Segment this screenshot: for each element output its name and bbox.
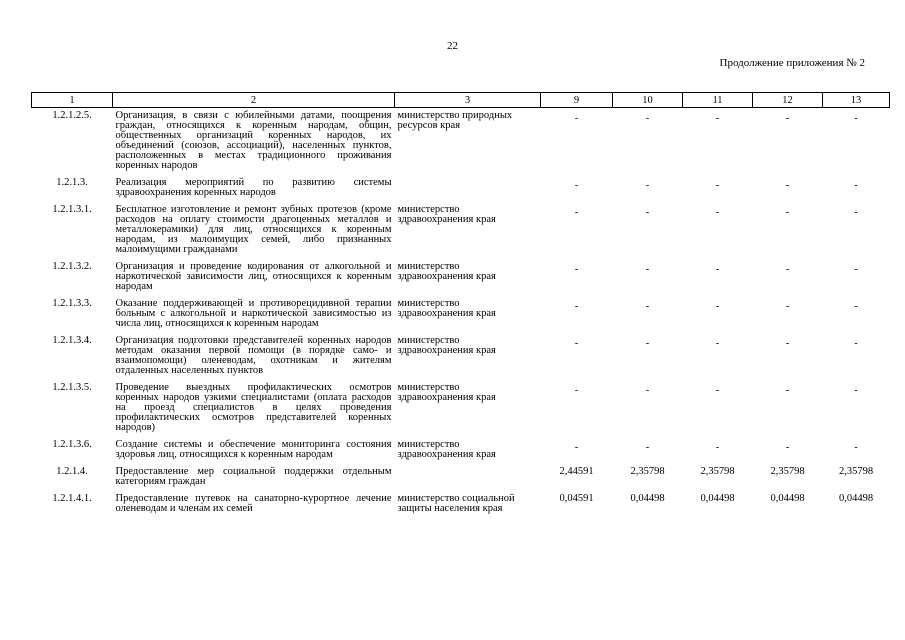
- row-code: 1.2.1.3.4.: [52, 335, 92, 346]
- row-value-col13: -: [854, 264, 858, 275]
- row-code: 1.2.1.3.5.: [52, 382, 92, 393]
- row-executor: министерство природных ресурсов края: [397, 110, 513, 131]
- row-value-col9: -: [574, 385, 579, 396]
- row-value-col13: -: [854, 442, 858, 453]
- table-header-row: [32, 93, 890, 108]
- row-value-col10: -: [645, 113, 650, 124]
- row-value-col13: -: [854, 113, 858, 124]
- row-executor: [395, 464, 541, 491]
- row-executor: министерство здравоохранения края: [397, 382, 496, 403]
- row-activity-name: Организация, в связи с юбилейными датами, поощрения граждан, относящихся к коренным народам, общин, общественных организаций коренных народов, их объединений (союзов, ассоциаций), населенных пунктов, расположенных в местах традиционного проживания коренных народов: [115, 110, 392, 171]
- row-executor: министерство здравоохранения края: [397, 204, 496, 225]
- table-row: [32, 491, 890, 518]
- table-row: [32, 175, 890, 202]
- row-value-col12: -: [785, 301, 790, 312]
- row-value-col11: 0,04498: [700, 493, 735, 504]
- row-value-col11: -: [715, 180, 720, 191]
- row-value-col12: -: [785, 180, 790, 191]
- table-row: [32, 333, 890, 380]
- row-value-col10: -: [645, 207, 650, 218]
- row-code: 1.2.1.3.: [56, 177, 88, 188]
- table-row: [32, 202, 890, 259]
- row-value-col13: -: [854, 385, 858, 396]
- row-activity-name: Организация подготовки представителей коренных народов методам оказания первой помощи (в порядке само- и взаимопомощи) оленеводам, охотникам и жителям отдаленных населенных пунктов: [115, 335, 392, 376]
- column-header-12: 12: [753, 93, 823, 108]
- row-value-col11: -: [715, 385, 720, 396]
- row-activity-name: Бесплатное изготовление и ремонт зубных протезов (кроме расходов на оплату стоимости драгоценных металлов и металлокерамики) для лиц, относящихся к коренным народам, из малоимущих семей, либо признанных малоимущими гражданами: [115, 204, 392, 255]
- row-value-col10: 0,04498: [630, 493, 665, 504]
- row-activity-name: Реализация мероприятий по развитию системы здравоохранения коренных народов: [115, 177, 392, 198]
- row-executor: министерство здравоохранения края: [397, 439, 496, 460]
- row-value-col10: 2,35798: [630, 466, 665, 477]
- row-value-col10: -: [645, 301, 650, 312]
- table-row: [32, 464, 890, 491]
- row-activity-name: Создание системы и обеспечение мониторинга состояния здоровья лиц, относящихся к коренным народам: [115, 439, 392, 460]
- row-value-col11: -: [715, 207, 720, 218]
- row-value-col11: -: [715, 264, 720, 275]
- row-value-col10: -: [645, 180, 650, 191]
- row-value-col12: 0,04498: [770, 493, 805, 504]
- row-executor: министерство здравоохранения края: [397, 298, 496, 319]
- row-code: 1.2.1.3.1.: [52, 204, 92, 215]
- row-value-col12: -: [785, 113, 790, 124]
- row-value-col9: -: [574, 301, 579, 312]
- row-value-col9: -: [574, 113, 579, 124]
- row-value-col12: -: [785, 385, 790, 396]
- table-row: [32, 437, 890, 464]
- row-value-col10: -: [645, 385, 650, 396]
- row-value-col12: -: [785, 207, 790, 218]
- row-value-col13: 2,35798: [838, 466, 874, 477]
- row-code: 1.2.1.3.3.: [52, 298, 92, 309]
- row-value-col9: 0,04591: [559, 493, 594, 504]
- table-row: [32, 296, 890, 333]
- column-header-13: 13: [823, 93, 890, 108]
- row-code: 1.2.1.2.5.: [52, 110, 92, 121]
- column-header-3: 3: [395, 93, 541, 108]
- row-value-col13: -: [854, 338, 858, 349]
- row-value-col9: -: [574, 264, 579, 275]
- row-value-col11: 2,35798: [700, 466, 735, 477]
- table-row: [32, 108, 890, 176]
- row-value-col12: 2,35798: [770, 466, 805, 477]
- row-value-col13: -: [854, 301, 858, 312]
- row-activity-name: Оказание поддерживающей и противорецидивной терапии больным с алкогольной и наркотической зависимостью из числа лиц, относящихся к коренным народам: [115, 298, 392, 329]
- column-header-11: 11: [683, 93, 753, 108]
- appendix-table: [31, 92, 890, 518]
- row-activity-name: Организация и проведение кодирования от алкогольной и наркотической зависимости лиц, относящихся к коренным народам: [115, 261, 392, 292]
- page-number: 22: [447, 40, 458, 52]
- row-executor: министерство здравоохранения края: [397, 261, 496, 282]
- row-value-col11: -: [715, 338, 720, 349]
- column-header-2: 2: [113, 93, 395, 108]
- row-code: 1.2.1.3.2.: [52, 261, 92, 272]
- row-value-col12: -: [785, 442, 790, 453]
- row-value-col9: -: [574, 180, 579, 191]
- row-code: 1.2.1.4.1.: [52, 493, 92, 504]
- row-value-col11: -: [715, 113, 720, 124]
- row-value-col10: -: [645, 338, 650, 349]
- row-executor: министерство здравоохранения края: [397, 335, 496, 356]
- table-row: [32, 259, 890, 296]
- row-code: 1.2.1.3.6.: [52, 439, 92, 450]
- row-value-col13: -: [854, 207, 858, 218]
- row-executor: министерство социальной защиты населения края: [397, 493, 515, 514]
- row-value-col11: -: [715, 301, 720, 312]
- row-value-col11: -: [715, 442, 720, 453]
- row-value-col13: -: [854, 180, 858, 191]
- row-value-col9: 2,44591: [559, 466, 594, 477]
- column-header-9: 9: [541, 93, 613, 108]
- table-row: [32, 380, 890, 437]
- row-value-col9: -: [574, 338, 579, 349]
- row-activity-name: Проведение выездных профилактических осмотров коренных народов узкими специалистами (оплата расходов на проезд специалистов в целях проведения профилактических осмотров представителей коренных народов): [115, 382, 392, 433]
- row-code: 1.2.1.4.: [56, 466, 88, 477]
- row-activity-name: Предоставление мер социальной поддержки отдельным категориям граждан: [115, 466, 392, 487]
- row-value-col10: -: [645, 264, 650, 275]
- column-header-1: 1: [32, 93, 113, 108]
- row-value-col13: 0,04498: [838, 493, 874, 504]
- row-value-col9: -: [574, 442, 579, 453]
- row-executor: [395, 175, 541, 202]
- row-value-col10: -: [645, 442, 650, 453]
- column-header-10: 10: [613, 93, 683, 108]
- appendix-continuation-note: Продолжение приложения № 2: [719, 57, 865, 69]
- row-activity-name: Предоставление путевок на санаторно-курортное лечение оленеводам и членам их семей: [115, 493, 392, 514]
- row-value-col12: -: [785, 264, 790, 275]
- row-value-col9: -: [574, 207, 579, 218]
- row-value-col12: -: [785, 338, 790, 349]
